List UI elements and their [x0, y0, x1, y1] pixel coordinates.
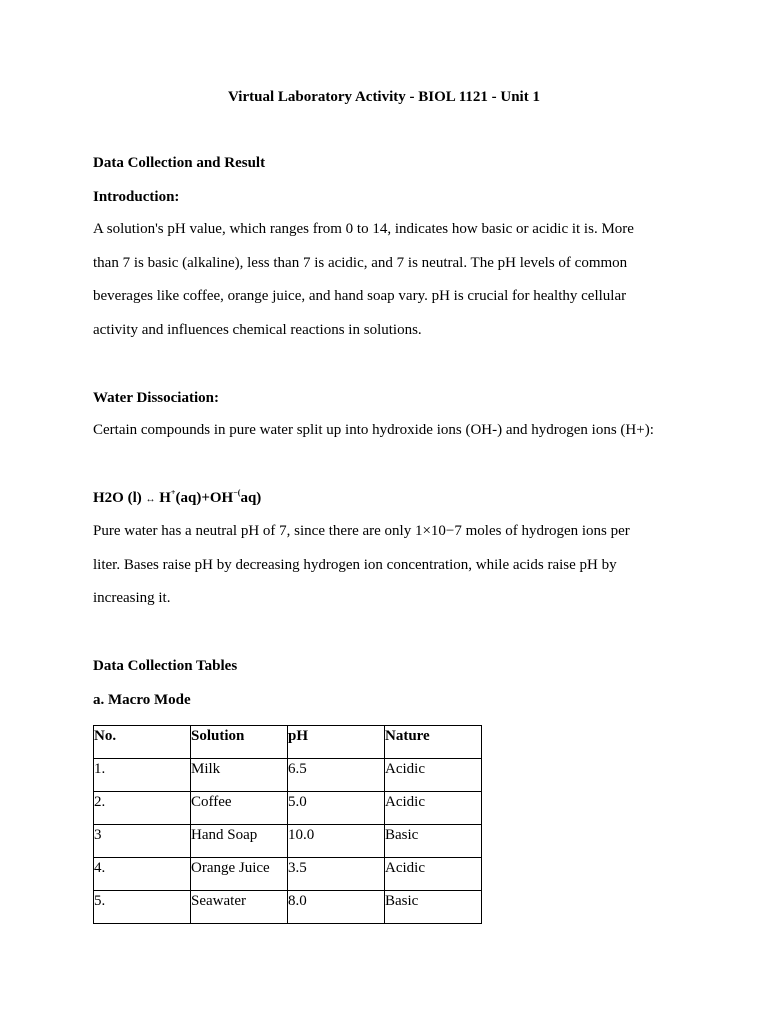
table-cell: 5.0	[288, 792, 385, 825]
table-cell: 3	[94, 825, 191, 858]
column-header: Nature	[385, 726, 482, 759]
table-row	[94, 792, 482, 825]
table-cell: 2.	[94, 792, 191, 825]
section-heading: Data Collection and Result	[93, 155, 266, 171]
explanation-line: Pure water has a neutral pH of 7, since there are only 1×10−7 moles of hydrogen ions per	[93, 523, 630, 539]
equation-h: H	[159, 490, 171, 506]
water-dissociation-paragraph	[93, 414, 693, 448]
table-cell: Acidic	[385, 759, 482, 792]
macro-mode-heading: a. Macro Mode	[93, 692, 191, 708]
introduction-line: A solution's pH value, which ranges from 0 to 14, indicates how basic or acidic it is. More	[93, 221, 634, 237]
table-row	[94, 825, 482, 858]
table-header-row	[94, 726, 482, 759]
table-cell: 5.	[94, 891, 191, 924]
table-row	[94, 858, 482, 891]
introduction-line: beverages like coffee, orange juice, and hand soap vary. pH is crucial for healthy cellular	[93, 288, 627, 305]
table-row	[94, 891, 482, 924]
table-cell: 4.	[94, 858, 191, 891]
table-cell: Milk	[191, 759, 288, 792]
table-cell: Acidic	[385, 858, 482, 891]
table-cell: 10.0	[288, 825, 385, 858]
macro-mode-table	[93, 725, 482, 924]
introduction-heading: Introduction:	[93, 189, 180, 205]
table-cell: Orange Juice	[191, 858, 288, 891]
equation-h-charge: +	[170, 488, 176, 497]
equilibrium-arrow-icon: ↔	[145, 494, 156, 505]
equation-middle: (aq)+OH	[175, 490, 234, 506]
table-cell: 8.0	[288, 891, 385, 924]
table-cell: Basic	[385, 891, 482, 924]
introduction-paragraph	[93, 213, 693, 348]
table-cell: Acidic	[385, 792, 482, 825]
table-cell: 3.5	[288, 858, 385, 891]
table-cell: 6.5	[288, 759, 385, 792]
explanation-paragraph	[93, 515, 693, 616]
table-cell: Seawater	[191, 891, 288, 924]
water-dissociation-heading: Water Dissociation:	[93, 390, 219, 406]
column-header: pH	[288, 726, 385, 759]
column-header: Solution	[191, 726, 288, 759]
equation-right: aq)	[240, 490, 262, 506]
table-cell: Coffee	[191, 792, 288, 825]
table-cell: 1.	[94, 759, 191, 792]
data-tables-heading: Data Collection Tables	[93, 658, 238, 674]
explanation-line: liter. Bases raise pH by decreasing hydrogen ion concentration, while acids raise pH by	[93, 556, 617, 573]
table-cell: Basic	[385, 825, 482, 858]
table-cell: Hand Soap	[191, 825, 288, 858]
document-title: Virtual Laboratory Activity - BIOL 1121 - Unit 1	[228, 89, 540, 105]
explanation-line: increasing it.	[93, 590, 171, 607]
dissociation-equation	[93, 488, 261, 510]
water-dissociation-text: Certain compounds in pure water split up into hydroxide ions (OH-) and hydrogen ions (H+):	[93, 422, 654, 438]
equation-left: H2O (l)	[93, 490, 142, 506]
introduction-line: than 7 is basic (alkaline), less than 7 is acidic, and 7 is neutral. The pH levels of common	[93, 254, 628, 271]
equation-oh-charge: −(	[233, 488, 241, 497]
table-row	[94, 759, 482, 792]
introduction-line: activity and influences chemical reactions in solutions.	[93, 322, 422, 339]
column-header: No.	[94, 726, 191, 759]
